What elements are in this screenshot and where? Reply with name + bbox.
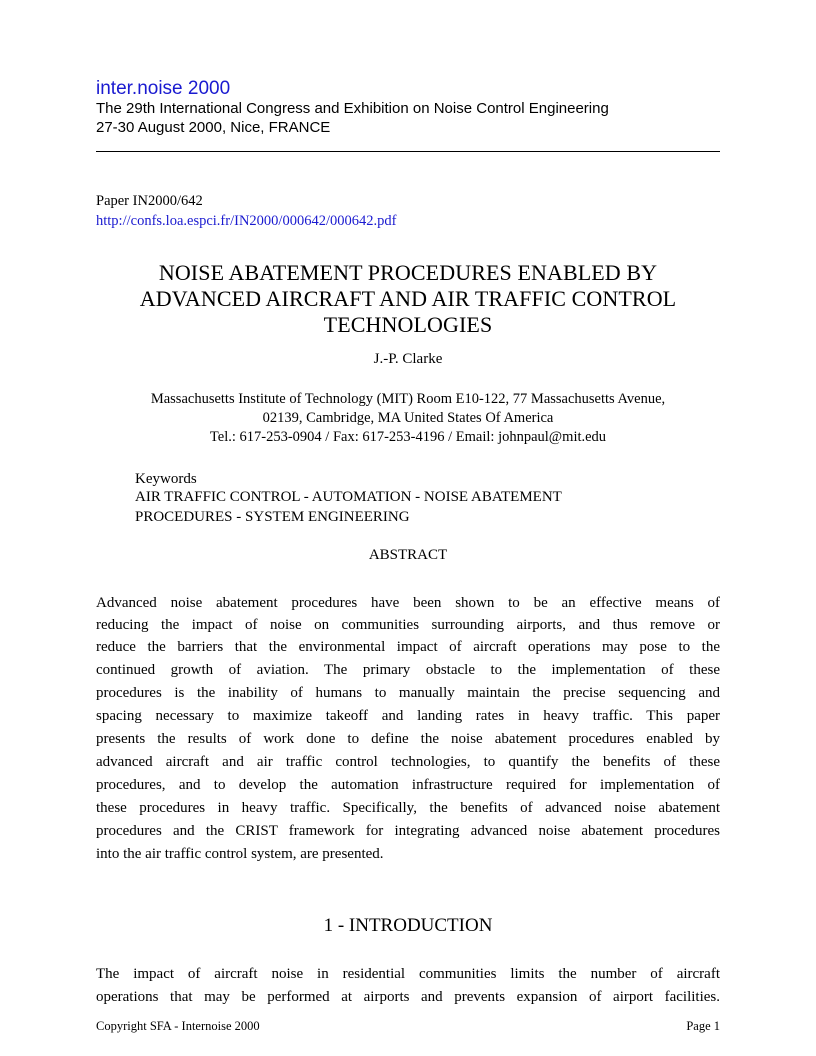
abstract-line: into the air traffic control system, are presented. <box>96 846 384 862</box>
affiliation-line: Tel.: 617-253-0904 / Fax: 617-253-4196 / Email: johnpaul@mit.edu <box>209 429 607 445</box>
paper-title <box>96 260 720 338</box>
paper-id: Paper IN2000/642 <box>96 193 203 209</box>
footer-page-number: Page 1 <box>686 1019 720 1033</box>
affiliation-line: Massachusetts Institute of Technology (MIT) Room E10-122, 77 Massachusetts Avenue, <box>150 391 666 407</box>
conference-subtitle: The 29th International Congress and Exhibition on Noise Control Engineering <box>96 100 609 117</box>
conference-date-location: 27-30 August 2000, Nice, FRANCE <box>96 119 331 136</box>
abstract-line: procedures, and to develop the automation infrastructure required for implementation of <box>96 777 720 793</box>
abstract-line: advanced aircraft and air traffic control technologies, to quantify the benefits of these <box>96 754 720 770</box>
abstract-line: spacing necessary to maximize takeoff and landing rates in heavy traffic. This paper <box>96 708 720 724</box>
abstract-line: presents the results of work done to define the noise abatement procedures enabled by <box>96 731 720 747</box>
affiliation <box>96 390 720 447</box>
abstract-line: reduce the barriers that the environmental impact of aircraft operations may pose to the <box>96 639 720 655</box>
paper-url-link[interactable]: http://confs.loa.espci.fr/IN2000/000642/000642.pdf <box>96 213 397 229</box>
keywords-heading: Keywords <box>135 471 197 487</box>
abstract-line: reducing the impact of noise on communities surrounding airports, and thus remove or <box>96 617 720 633</box>
section-heading-introduction: 1 - INTRODUCTION <box>323 915 493 936</box>
abstract-heading: ABSTRACT <box>368 547 448 563</box>
abstract-line: procedures and the CRIST framework for integrating advanced noise abatement procedures <box>96 823 720 839</box>
header-divider <box>96 151 720 152</box>
author: J.-P. Clarke <box>373 351 443 367</box>
abstract-line: Advanced noise abatement procedures have been shown to be an effective means of <box>96 595 720 611</box>
affiliation-line: 02139, Cambridge, MA United States Of America <box>262 410 554 426</box>
body-line: operations that may be performed at airports and prevents expansion of airport facilities. <box>96 989 720 1005</box>
body-line: The impact of aircraft noise in residential communities limits the number of aircraft <box>96 966 720 982</box>
keywords-line: AIR TRAFFIC CONTROL - AUTOMATION - NOISE ABATEMENT <box>135 489 562 505</box>
keywords-line: PROCEDURES - SYSTEM ENGINEERING <box>135 509 410 525</box>
abstract-line: these procedures in heavy traffic. Specifically, the benefits of advanced noise abatement <box>96 800 720 816</box>
title-line: ADVANCED AIRCRAFT AND AIR TRAFFIC CONTROL <box>139 286 677 311</box>
conference-name: inter.noise 2000 <box>96 78 231 99</box>
abstract-line: continued growth of aviation. The primary obstacle to the implementation of these <box>96 662 720 678</box>
footer-copyright: Copyright SFA - Internoise 2000 <box>96 1019 260 1033</box>
abstract-line: procedures is the inability of humans to manually maintain the precise sequencing and <box>96 685 720 701</box>
title-line: NOISE ABATEMENT PROCEDURES ENABLED BY <box>158 260 658 285</box>
title-line: TECHNOLOGIES <box>323 312 493 337</box>
